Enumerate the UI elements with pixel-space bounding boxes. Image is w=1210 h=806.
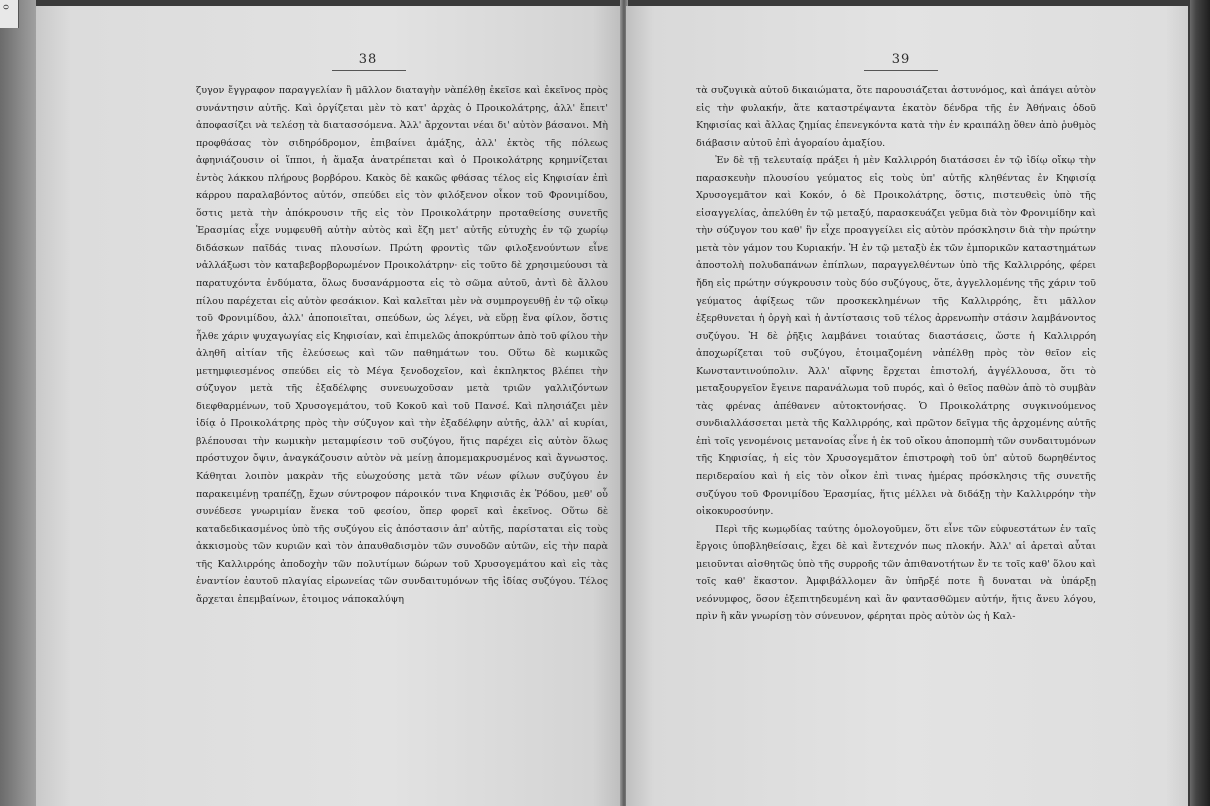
corner-tab-mark: o [0,4,11,10]
page-number: 38 [358,52,378,67]
page-text [196,82,608,608]
book-edge-right [1190,0,1210,806]
paragraph: Περὶ τῆς κωμῳδίας ταύτης ὁμολογοῦμεν, ὅτι εἶνε τῶν εὐφυεστάτων ἐν ταῖς ἔργοις ὑποβληθείσαις, ἔχει δὲ καὶ ἔντεχνόν πως πλοκήν. Ἀλλ' αἱ ἀρεταὶ αὗται μειοῦνται αἰσθητῶς ὑπὸ τῆς συρροῆς τῶν ἀπιθανοτήτων ἔν τε τοῖς καθ' ὅλου καὶ τοῖς καθ' ἕκαστον. Ἀμφιβάλλομεν ἂν ὑπῆρξέ ποτε ἢ δυναται νὰ ὑπάρξῃ νεόνυμφος, ὅσον ἐξεπιτηδευμένη καὶ ἂν φαντασθῶμεν αὐτήν, ἥτις ἄνευ λόγου, πρὶν ἢ κἂν γνωρίσῃ τὸν σύνευνον, φέρηται πρὸς αὐτὸν ὡς ἡ Καλ- [696,523,1096,623]
left-page [36,6,622,806]
page-text [696,82,1096,626]
paragraph: τὰ συζυγικὰ αὐτοῦ δικαιώματα, ὅτε παρουσιάζεται ἀστυνόμος, καὶ ἀπάγει αὐτὸν εἰς τὴν φυλακήν, ἅτε καταστρέψαντα ἑκατὸν δένδρα τῆς ἐν Ἀθήναις ὁδοῦ Κηφισίας καὶ ἄλλας ζημίας ἐπενεγκόντα κατὰ τὴν ἐν κραιπάλῃ ὅθεν ἀπὸ ῥυθμὸς διάβασιν αὐτοῦ ἐπὶ ἀγοραίου ἁμαξίου. [696,85,1096,149]
paragraph: ζυγον ἔγγραφον παραγγελίαν ἢ μᾶλλον διαταγὴν νὰπέλθῃ ἐκεῖσε καὶ ἐκεῖνος πρὸς συνάντησιν αὐτῆς. Καὶ ὀργίζεται μὲν τὸ κατ' ἀρχὰς ὁ Προικολάτρης, ἀλλ' ἔπειτ' ἀποφασίζει νὰ τελέσῃ τὰ διατασσόμενα. Ἀλλ' ἄρχονται νέαι δι' αὐτὸν βάσανοι. Μὴ προφθάσας τὸν σιδηρόδρομον, ἐπιβαίνει ἁμάξης, ἀλλ' ἐκτὸς τῆς πόλεως ἀφηνιάζουσιν οἱ ἵπποι, ἡ ἅμαξα ἀνατρέπεται καὶ ὁ Προικολάτρης κρημνίζεται ἐντὸς λάκκου πλήρους βορβόρου. Κακὸς δὲ κακῶς φθάσας τέλος εἰς Κηφισίαν ἐπὶ κάρρου παραλαβόντος αὐτόν, σπεύδει εἰς τὸν φιλόξενον οἶκον τοῦ Φρονιμίδου, ὅστις μετὰ τὴν ἀπόκρουσιν τῆς εἰς τὸν Προικολάτρην προταθείσης συνετῆς Ἐρασμίας εἶχε νυμφευθῆ αὐτὴν αὐτὸς καὶ ἔζη μετ' αὐτῆς εὐτυχὴς ἐν τῷ χωρίῳ διδάσκων παῖδάς τινας πλουσίων. Πρώτη φροντὶς τῶν φιλοξενούντων εἶνε νἀλλάξωσι τὸν καταβεβορβορωμένον Προικολάτρην· εἰς τοῦτο δὲ χρησιμεύουσι τὰ παρατυχόντα ἐνδύματα, ὅλως δυσανάρμοστα εἰς τὸ σῶμα αὐτοῦ, ἀντὶ δὲ ἄλλου πίλου παρέχεται εἰς αὐτὸν φεσάκιον. Καὶ καλεῖται μὲν νὰ συμπρογευθῇ ἐν τῷ οἴκῳ τοῦ Φρονιμίδου, ἀλλ' ἀποποιεῖται, σπεύδων, ὡς λέγει, νὰ εὕρῃ ἕνα φίλον, ὅστις ἦλθε χάριν ψυχαγωγίας εἰς Κηφισίαν, καὶ ἐπιμελῶς ἀποκρύπτων ἀπὸ τοῦ φίλου τὴν ἀληθῆ αἰτίαν τῆς ἐλεύσεως καὶ τῶν παθημάτων του. Οὕτω δὲ κωμικῶς μετημφιεσμένος σπεύδει εἰς τὸ Μέγα ξενοδοχεῖον, καὶ ἐκπληκτος βλέπει τὴν σύζυγον μετὰ τῆς ἐξαδέλφης συνευωχοῦσαν μετὰ τριῶν γαλλιζόντων διεφθαρμένων, τοῦ Χρυσογεμάτου, τοῦ Κοκοῦ καὶ τοῦ Πανσέ. Καὶ πλησιάζει μὲν ἰδίᾳ ὁ Προικολάτρης πρὸς τὴν σύζυγον καὶ τὴν ἐξαδέλφην αὐτῆς, ἀλλ' αἱ κυρίαι, βλέπουσαι τὴν κωμικὴν μεταμφίεσιν τοῦ συζύγου, ἥτις παρέχει εἰς αὐτὸν ὅλως πρόστυχον ὄψιν, ἀναγκάζουσιν αὐτὸν νὰ μείνῃ ἀπομεμακρυσμένος καὶ ἄγνωστος. Κάθηται λοιπὸν μακρὰν τῆς εὐωχούσης μετὰ τῶν νέων φίλων συζύγου ἐν παρακειμένῃ τραπέζῃ, ἔχων σύντροφον πάροικόν τινα Κηφισιᾶς ἐκ Ῥόδου, μεθ' οὗ συνέδεσε γνωριμίαν ἕνεκα τοῦ φεσίου, ὅπερ φορεῖ καὶ ἐκεῖνος. Οὕτω δὲ καταδεδικασμένος ὑπὸ τῆς συζύγου εἰς ἀπόστασιν ἀπ' αὐτῆς, παρίσταται εἰς τοὺς ἀκκισμοὺς τῶν κυριῶν καὶ τὸν ἀπαυθαδισμὸν τῶν συνοδῶν αὐτῶν, εἰς τὴν παρὰ τῆς Καλλιρρόης ἀποδοχὴν τῶν πολυτίμων δώρων τοῦ Χρυσογεμάτου καὶ εἰς τὰς ἐναντίον ἑαυτοῦ πλαγίας εἰρωνείας τῶν συνδαιτυμόνων τῆς ἰδίας συζύγου. Τέλος ἄρχεται ἐπεμβαίνων, ἑτοιμος νάποκαλύψη [196,85,608,605]
page-number-rule [864,70,938,71]
paragraph: Ἐν δὲ τῇ τελευταίᾳ πράξει ἡ μὲν Καλλιρρόη διατάσσει ἐν τῷ ἰδίῳ οἴκῳ τὴν παρασκευὴν πλουσίου γεύματος εἰς τοὺς ὑπ' αὐτῆς κληθέντας ἐν Κηφισίᾳ Χρυσογεμᾶτον καὶ Κοκόν, ὁ δὲ Προικολάτρης, ὅστις, πιστευθεὶς ὑπὸ τῆς εἰσαγγελίας, ἀπελύθη ἐν τῷ μεταξύ, παρασκευάζει γεῦμα διὰ τὸν Φρονιμίδην καὶ τὴν σύζυγον του καθ' ἣν εἶχε προαγγείλει εἰς αὐτὸν πρόσκλησιν διὰ τὴν πρώτην μετὰ τὸν γάμον του Κυριακήν. Ἡ ἐν τῷ μεταξὺ ἐκ τῶν ἐμπορικῶν καταστημάτων ἀποστολὴ πολυδαπάνων ἐπίπλων, παραγγελθέντων ὑπὸ τῆς Καλλιρρόης, φέρει ἤδη εἰς πρώτην σύγκρουσιν τοὺς δύο συζύγους, ὅτε, ἀγγελλομένης τῆς χάριν τοῦ γεύματος ἀφίξεως τῶν προσκεκλημένων τῆς Καλλιρρόης, ἔτι μᾶλλον ἐξερθυνεται ἡ ὀργὴ καὶ ἡ ἀντίστασις τοῦ τέλος ἀρρενωπὴν στάσιν λαμβάνοντος συζύγου. Ἡ δὲ ῥῆξις λαμβάνει τοιαύτας διαστάσεις, ὥστε ἡ Καλλιρρόη ἀποχωρίζεται τοῦ συζύγου, ἑτοιμαζομένη νἀπέλθῃ πρὸς τὸν θεῖον εἰς Κωνσταντινούπολιν. Ἀλλ' αἴφνης ἔρχεται ἐπιστολή, ἀγγέλλουσα, ὅτι τὸ μεταξουργεῖον ἔγεινε παρανάλωμα τοῦ πυρός, καὶ ὁ θεῖος παθὼν ἀπὸ τὸ συμβὰν τὰς φρένας ἀπέθανεν αὐτοκτονήσας. Ὁ Προικολάτρης συγκινούμενος συνδιαλλάσσεται μετὰ τῆς Καλλιρρόης, καὶ πρῶτον δεῖγμα τῆς ἀρχομένης αὐτῆς ἐπὶ τοῖς γενομένοις μετανοίας εἶνε ἡ ἐκ τοῦ οἴκου ἀποπομπὴ τῶν συνδαιτυμόνων τῆς Κηφισίας, ἡ εἰς τὸν Χρυσογεμᾶτον ἐπιστροφὴ τοῦ ὑπ' αὐτοῦ δωρηθέντος περιδεραίου καὶ ἡ εἰς τὸν οἶκον ἐπὶ τινας ἡμέρας πρόσκλησις τῆς συνετῆς συζύγου τοῦ Φρονιμίδου Ἐρασμίας, ἥτις μέλλει νὰ διδάξῃ τὴν Καλλιρρόην τὴν οἰκοκυροσύνην. [696,155,1096,518]
page-number: 39 [891,52,911,67]
right-page [626,6,1188,806]
page-number-rule [332,70,406,71]
corner-tab [0,0,19,28]
book-edge-left [0,0,36,806]
